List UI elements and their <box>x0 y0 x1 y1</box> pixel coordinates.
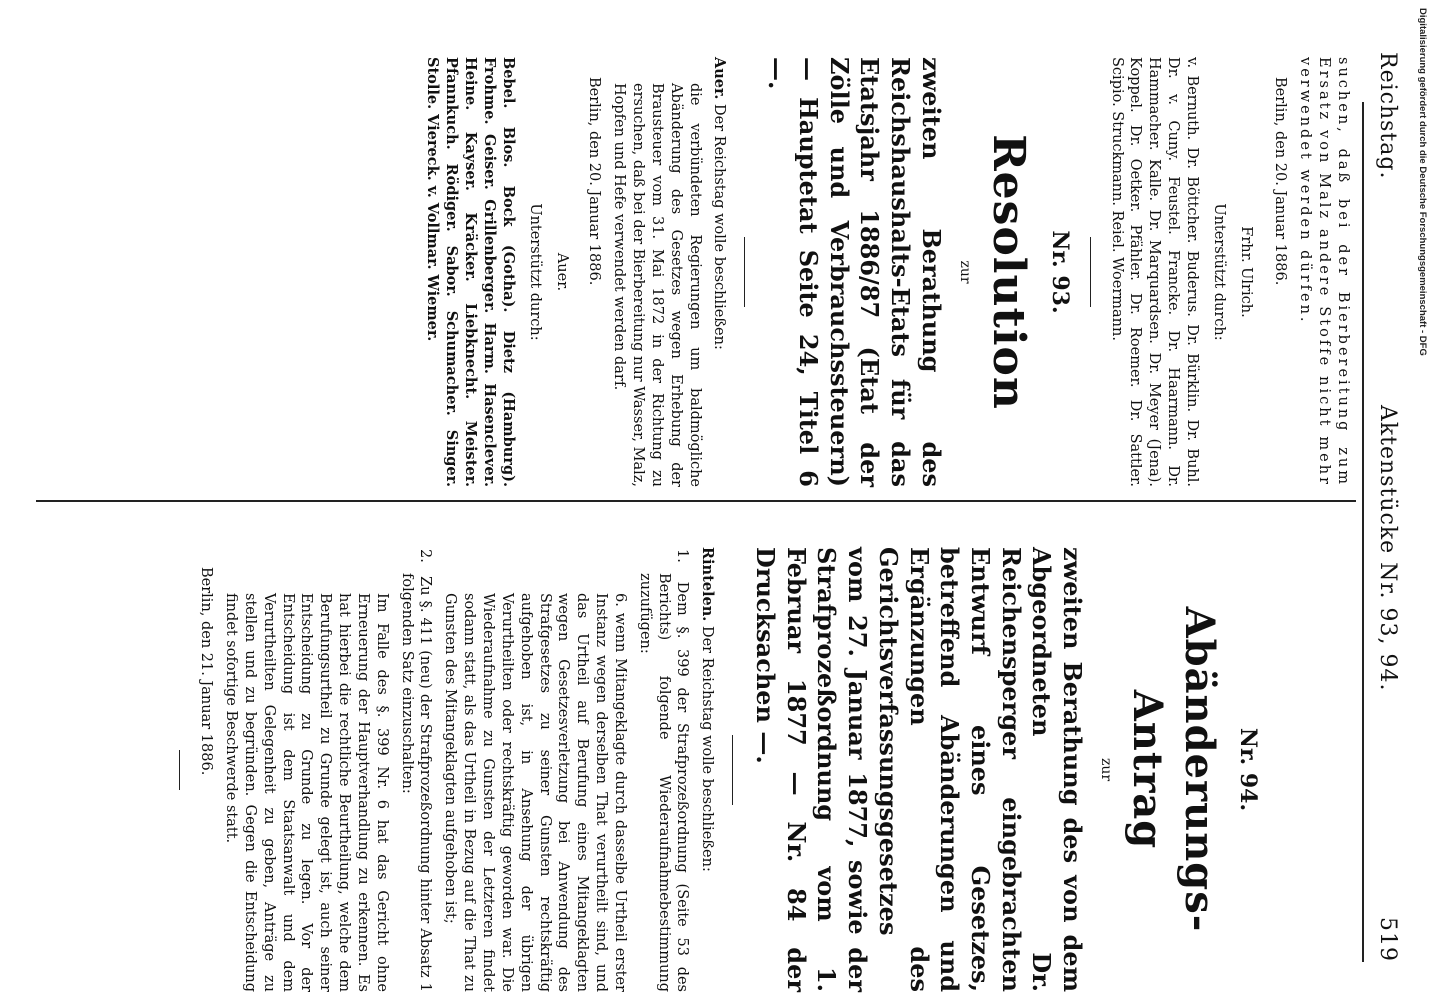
item-1-number: 1. <box>674 549 691 563</box>
separator-rule <box>744 237 745 307</box>
resolution-intro: Der Reichstag wolle beschließen: <box>711 103 728 350</box>
item-1-sub: 6. wenn Mitangeklagte durch dasselbe Urtheil erster Instanz wegen derselben That verurtheilt sind, und das Urtheil auf Berufung eines Mitangeklagten wegen Gesetzesverletzung bei Anwendung des Strafgesetzes zu seiner Gunsten rechtskräftig aufgehoben ist, in Ansehung der übrigen Verurtheilten oder rechtskräftig geworden war. Die Wiederaufnahme zu Gunsten der Letzteren findet sodann statt, als das Urtheil in Bezug auf die That zu Gunsten des Mitangeklagten aufgehoben ist; <box>442 593 628 992</box>
zur-label: zur <box>1098 757 1115 782</box>
signer-2: Auer. <box>553 252 570 292</box>
title-resolution: Resolution <box>983 134 1035 410</box>
separator-rule <box>179 750 180 790</box>
dfg-note-text: Digitalisierung gefördert durch die Deutsche Forschungsgemeinschaft - DFG <box>1417 8 1428 356</box>
document-page <box>16 12 1416 992</box>
header-center: Aktenstücke Nr. 93, 94. <box>1375 404 1401 692</box>
left-column <box>413 57 1352 487</box>
date-94: Berlin, den 21. Januar 1886. <box>198 567 215 776</box>
separator-rule <box>1090 237 1091 307</box>
document-number-94: Nr. 94. <box>1235 727 1261 812</box>
item-2-number: 2. <box>417 549 434 563</box>
intro-text: suchen, daß bei der Bierbereitung zum Ersatz von Malz andere Stoffe nicht mehr verwendet werden dürfen. <box>1297 57 1351 487</box>
right-column <box>163 547 1352 992</box>
document-number-93: Nr. 93. <box>1046 230 1073 314</box>
supporters-2: Bebel. Blos. Bock (Gotha). Dietz (Hamburg). Frohme. Geiser. Grillenberger. Harm. Hasenclever. Heine. Kayser. Kräcker. Liebknecht. Meister. Pfannkuch. Rödiger. Sabor. Schumacher. Singer. Stolle. Viereck. v. Vollmar. Wiemer. <box>424 57 517 487</box>
proposer-94: Rintelen. <box>699 547 717 622</box>
proposer-93: Auer. <box>711 57 729 100</box>
proposal-intro: Der Reichstag wolle beschließen: <box>699 625 716 872</box>
title-abaenderungs-antrag: Abänderungs-Antrag <box>1124 606 1224 933</box>
zur-label: zur <box>956 260 973 284</box>
date-1: Berlin, den 20. Januar 1886. <box>1272 77 1289 286</box>
item-2-head: Zu §. 411 (neu) der Strafprozeßordnung hinter Absatz 1 folgenden Satz einzuschalten: <box>398 573 434 992</box>
supporters-1: v. Bernuth. Dr. Böttcher. Buderus. Dr. Bürklin. Dr. Buhl. Dr. v. Cuny. Feustel. Francke. Dr. Haarmann. Dr. Hammacher. Kalle. Dr. Marquardsen. Dr. Meyer (Jena). Koppel. Dr. Oetker. Pfähler. Dr. Roemer. Dr. Sattler. Scipio. Struckmann. Reiel. Woermann. <box>1108 57 1200 487</box>
item-1-head: Dem §. 399 der Strafprozeßordnung (Seite 53 des Berichts) folgende Wiederaufnahmebestimmung zuzufügen: <box>636 573 691 992</box>
resolution-text: die verbündeten Regierungen um baldmögliche Abänderung des Gesetzes wegen Erhebung der Brausteuer vom 31. Mai 1872 in der Richtung zu ersuchen, daß bei der Bierbereitung nur Wasser, Malz, Hopfen und Hefe verwendet werden darf. <box>611 83 703 487</box>
header-left: Reichstag. <box>1375 52 1401 180</box>
separator-rule <box>732 735 733 805</box>
signer-1: Frhr. Ulrich. <box>1237 226 1254 318</box>
supported-label-2: Unterstützt durch: <box>526 203 543 341</box>
date-2: Berlin, den 20. Januar 1886. <box>586 77 603 286</box>
item-2-sub: Im Falle des §. 399 Nr. 6 hat das Gericht ohne Erneuerung der Hauptverhandlung zu erkennen. Es hat hierbei die rechtliche Beurtheilung, welche dem Berufungsurtheil zu Grunde gelegt ist, auch seiner Entscheidung zu Grunde zu legen. Vor der Entscheidung ist dem Staatsanwalt und dem Verurtheilten Gelegenheit zu geben, Anträge zu stellen und zu begründen. Gegen die Entscheidung findet sofortige Beschwerde statt. <box>223 593 390 992</box>
page-number: 519 <box>1375 917 1401 962</box>
running-header <box>1368 52 1408 962</box>
subject-93: zweiten Berathung des Reichshaushalts-Etats für das Etatsjahr 1886/87 (Etat der Zölle und Verbrauchssteuern) — Hauptetat Seite 24, Titel 6 —. <box>763 57 946 487</box>
subject-94: zweiten Berathung des von dem Abgeordneten Dr. Reichensperger eingebrachten Entwurf eines Gesetzes, betreffend Abänderungen und Ergänzungen des Gerichtsverfassungsgesetzes vom 27. Januar 1877, sowie der Strafprozeßordnung vom 1. Februar 1877 — Nr. 84 der Drucksachen —. <box>751 547 1088 992</box>
column-divider <box>36 500 1356 502</box>
supported-label-1: Unterstützt durch: <box>1210 203 1227 341</box>
header-rule <box>1362 102 1364 962</box>
